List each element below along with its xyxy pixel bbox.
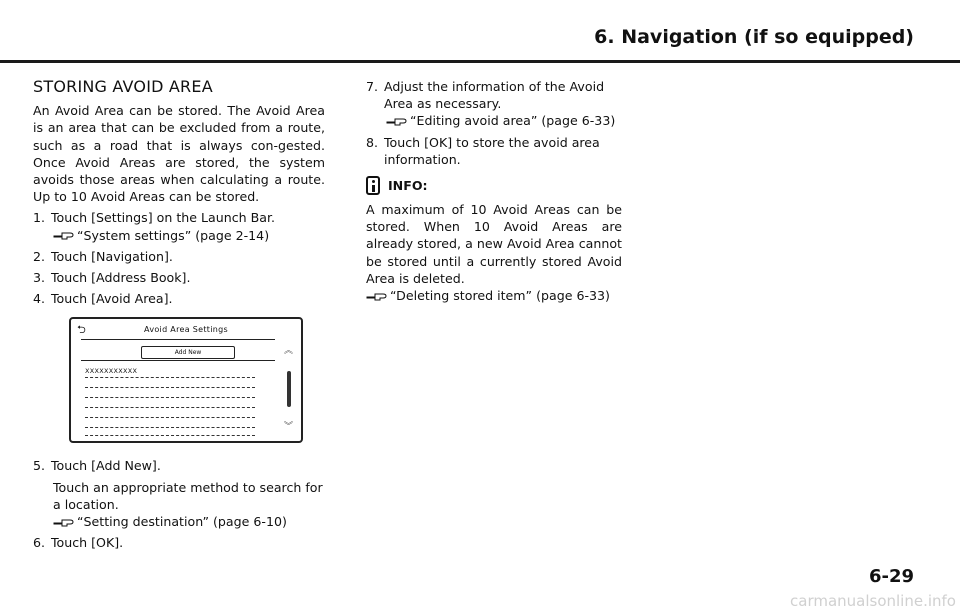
step-8: 8. Touch [OK] to store the avoid area information.	[366, 134, 600, 167]
step-5: 5. Touch [Add New].	[33, 458, 161, 474]
pointing-hand-icon	[53, 516, 75, 528]
step-7-reference[interactable]: “Editing avoid area” (page 6-33)	[366, 112, 622, 129]
info-label: INFO:	[388, 177, 428, 193]
step-5-reference[interactable]: “Setting destination” (page 6-10)	[33, 513, 325, 530]
step-6: 6. Touch [OK].	[33, 535, 124, 551]
intro-paragraph: An Avoid Area can be stored. The Avoid Area is an area that can be excluded from a route, such as a road that is always con-gested. Once Avoid Areas are stored, the system avoids those areas when calculating a route. Up to 10 Avoid Areas can be stored.	[33, 103, 325, 205]
info-reference[interactable]: “Deleting stored item” (page 6-33)	[366, 287, 622, 304]
section-title: STORING AVOID AREA	[33, 77, 213, 96]
back-arrow-icon: ⮌	[77, 323, 86, 337]
pointing-hand-icon	[366, 290, 388, 302]
pointing-hand-icon	[386, 115, 408, 127]
step-1: 1. Touch [Settings] on the Launch Bar.	[33, 210, 275, 226]
step-3: 3. Touch [Address Book].	[33, 270, 191, 286]
page-number: 6-29	[868, 566, 914, 587]
watermark: carmanualsonline.info	[790, 592, 956, 610]
step-4: 4. Touch [Avoid Area].	[33, 291, 173, 307]
page-down-icon: ︾	[283, 422, 293, 433]
step-7: 7. Adjust the information of the Avoid Area as necessary.	[366, 79, 605, 112]
right-column	[366, 78, 622, 304]
step-1-reference[interactable]: “System settings” (page 2-14)	[33, 227, 325, 244]
info-icon	[366, 176, 380, 195]
scrollbar	[287, 371, 291, 407]
chapter-title: 6. Navigation (if so equipped)	[594, 26, 914, 48]
info-heading	[366, 176, 622, 195]
add-new-button[interactable]: Add New	[141, 346, 235, 359]
step-5-detail: Touch an appropriate method to search for a location.	[53, 479, 323, 512]
left-column	[33, 78, 325, 551]
pointing-hand-icon	[53, 229, 75, 241]
step-2: 2. Touch [Navigation].	[33, 248, 173, 264]
screen-title: Avoid Area Settings	[144, 325, 228, 335]
header-divider	[0, 60, 960, 63]
avoid-area-list-item: XXXXXXXXXXX	[85, 367, 138, 376]
avoid-area-settings-screen	[69, 317, 303, 443]
info-paragraph: A maximum of 10 Avoid Areas can be stored. When 10 Avoid Areas are already stored, a new Avoid Area cannot be stored until a currently stored Avoid Area is deleted.	[366, 202, 622, 286]
page-up-icon: ︽	[283, 346, 293, 357]
